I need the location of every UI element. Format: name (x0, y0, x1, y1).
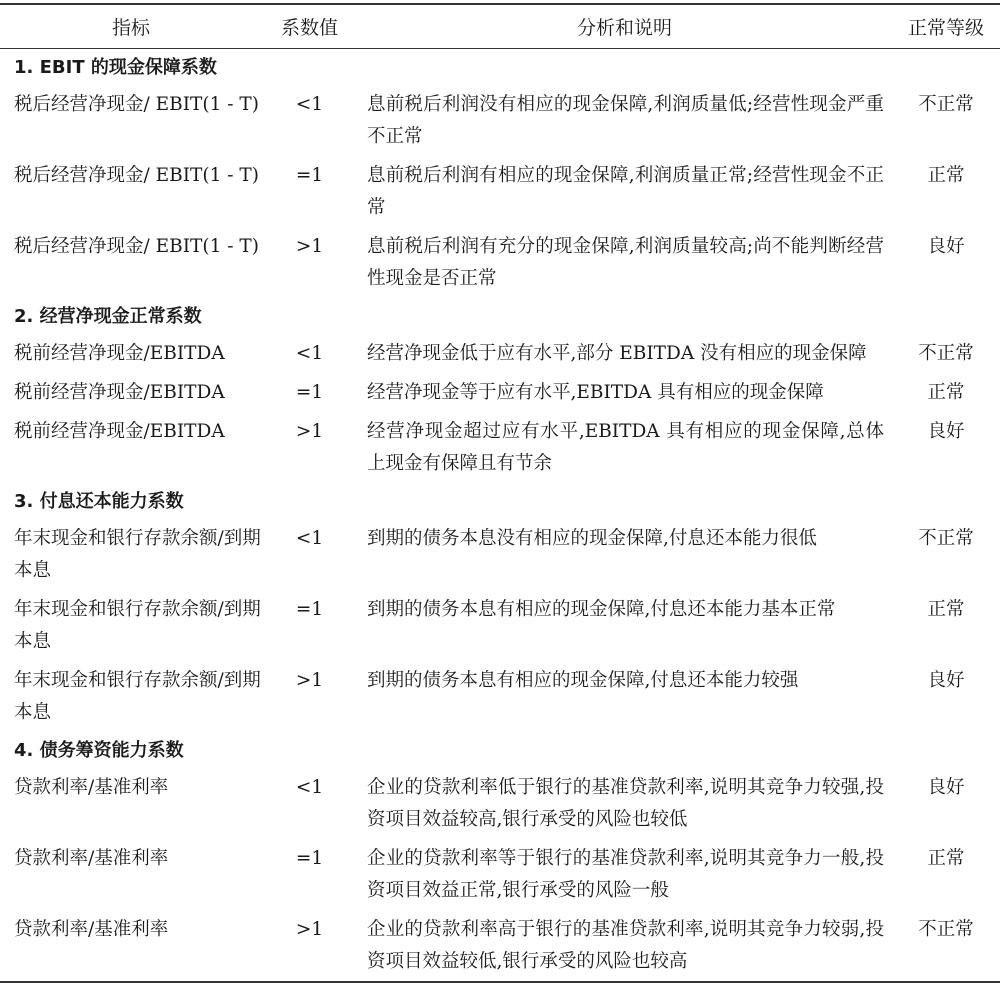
analysis-cell: 到期的债务本息有相应的现金保障,付息还本能力基本正常 (367, 599, 836, 620)
indicator-cell: 年末现金和银行存款余额/到期本息 (14, 670, 261, 723)
section-row (0, 49, 1000, 86)
value-cell: <1 (295, 528, 324, 549)
level-cell: 良好 (927, 670, 965, 691)
table-row (0, 768, 1000, 839)
analysis-cell: 企业的贷款利率等于银行的基准贷款利率,说明其竞争力一般,投资项目效益正常,银行承受的风险一般 (367, 848, 884, 901)
analysis-cell: 息前税后利润有充分的现金保障,利润质量较高;尚不能判断经营性现金是否正常 (367, 236, 884, 289)
indicator-cell: 年末现金和银行存款余额/到期本息 (14, 599, 261, 652)
level-cell: 不正常 (918, 94, 974, 115)
value-cell: >1 (295, 421, 324, 442)
table-row (0, 156, 1000, 227)
analysis-cell: 企业的贷款利率低于银行的基准贷款利率,说明其竞争力较强,投资项目效益较高,银行承受的风险也较低 (367, 777, 884, 830)
section-row (0, 298, 1000, 334)
level-cell: 正常 (927, 382, 965, 403)
indicator-cell: 年末现金和银行存款余额/到期本息 (14, 528, 261, 581)
level-cell: 良好 (927, 421, 965, 442)
level-cell: 不正常 (918, 528, 974, 549)
section-row (0, 483, 1000, 519)
section-title: 1. EBIT 的现金保障系数 (14, 57, 217, 78)
analysis-cell: 经营净现金等于应有水平,EBITDA 具有相应的现金保障 (367, 382, 824, 403)
table-row (0, 661, 1000, 732)
value-cell: >1 (262, 910, 357, 982)
table-body (0, 49, 1000, 983)
analysis-cell: 到期的债务本息有相应的现金保障,付息还本能力较强 (367, 670, 799, 691)
header-analysis: 分析和说明 (357, 4, 892, 49)
level-cell: 正常 (927, 599, 965, 620)
analysis-cell: 息前税后利润有相应的现金保障,利润质量正常;经营性现金不正常 (367, 165, 884, 218)
table-row (0, 519, 1000, 590)
value-cell: >1 (295, 236, 324, 257)
indicator-cell: 税后经营净现金/ EBIT(1 - T) (14, 165, 259, 186)
analysis-cell: 到期的债务本息没有相应的现金保障,付息还本能力很低 (367, 528, 817, 549)
value-cell: >1 (295, 670, 324, 691)
level-cell: 不正常 (892, 910, 1000, 982)
section-title: 4. 债务筹资能力系数 (14, 740, 184, 761)
table-row (0, 590, 1000, 661)
table-row (0, 839, 1000, 910)
indicator-cell: 税前经营净现金/EBITDA (14, 382, 225, 403)
indicator-cell: 贷款利率/基准利率 (14, 777, 169, 798)
table-row (0, 412, 1000, 483)
indicator-cell: 税后经营净现金/ EBIT(1 - T) (14, 236, 259, 257)
level-cell: 正常 (927, 165, 965, 186)
header-value: 系数值 (262, 4, 357, 49)
header-indicator: 指标 (0, 4, 262, 49)
value-cell: =1 (295, 599, 324, 620)
section-title: 2. 经营净现金正常系数 (14, 306, 202, 327)
analysis-cell: 经营净现金超过应有水平,EBITDA 具有相应的现金保障,总体上现金有保障且有节余 (367, 421, 884, 474)
section-title: 3. 付息还本能力系数 (14, 491, 184, 512)
indicator-cell: 贷款利率/基准利率 (14, 848, 169, 869)
value-cell: =1 (295, 382, 324, 403)
value-cell: <1 (295, 777, 324, 798)
level-cell: 良好 (927, 236, 965, 257)
value-cell: <1 (295, 94, 324, 115)
indicator-cell: 税后经营净现金/ EBIT(1 - T) (14, 94, 259, 115)
level-cell: 不正常 (918, 343, 974, 364)
table-row (0, 227, 1000, 298)
table-row (0, 373, 1000, 412)
table-row (0, 85, 1000, 156)
value-cell: =1 (295, 848, 324, 869)
table-row (0, 334, 1000, 373)
analysis-cell: 企业的贷款利率高于银行的基准贷款利率,说明其竞争力较弱,投资项目效益较低,银行承受的风险也较高 (357, 910, 892, 982)
indicator-cell: 税前经营净现金/EBITDA (14, 421, 225, 442)
table-row (0, 910, 1000, 982)
value-cell: =1 (295, 165, 324, 186)
header-level: 正常等级 (892, 4, 1000, 49)
level-cell: 良好 (927, 777, 965, 798)
analysis-cell: 经营净现金低于应有水平,部分 EBITDA 没有相应的现金保障 (367, 343, 867, 364)
indicator-cell: 贷款利率/基准利率 (0, 910, 262, 982)
value-cell: <1 (295, 343, 324, 364)
table-header (0, 4, 1000, 49)
section-row (0, 732, 1000, 768)
indicator-cell: 税前经营净现金/EBITDA (14, 343, 225, 364)
analysis-cell: 息前税后利润没有相应的现金保障,利润质量低;经营性现金严重不正常 (367, 94, 884, 147)
coefficient-table (0, 3, 1000, 983)
level-cell: 正常 (927, 848, 965, 869)
